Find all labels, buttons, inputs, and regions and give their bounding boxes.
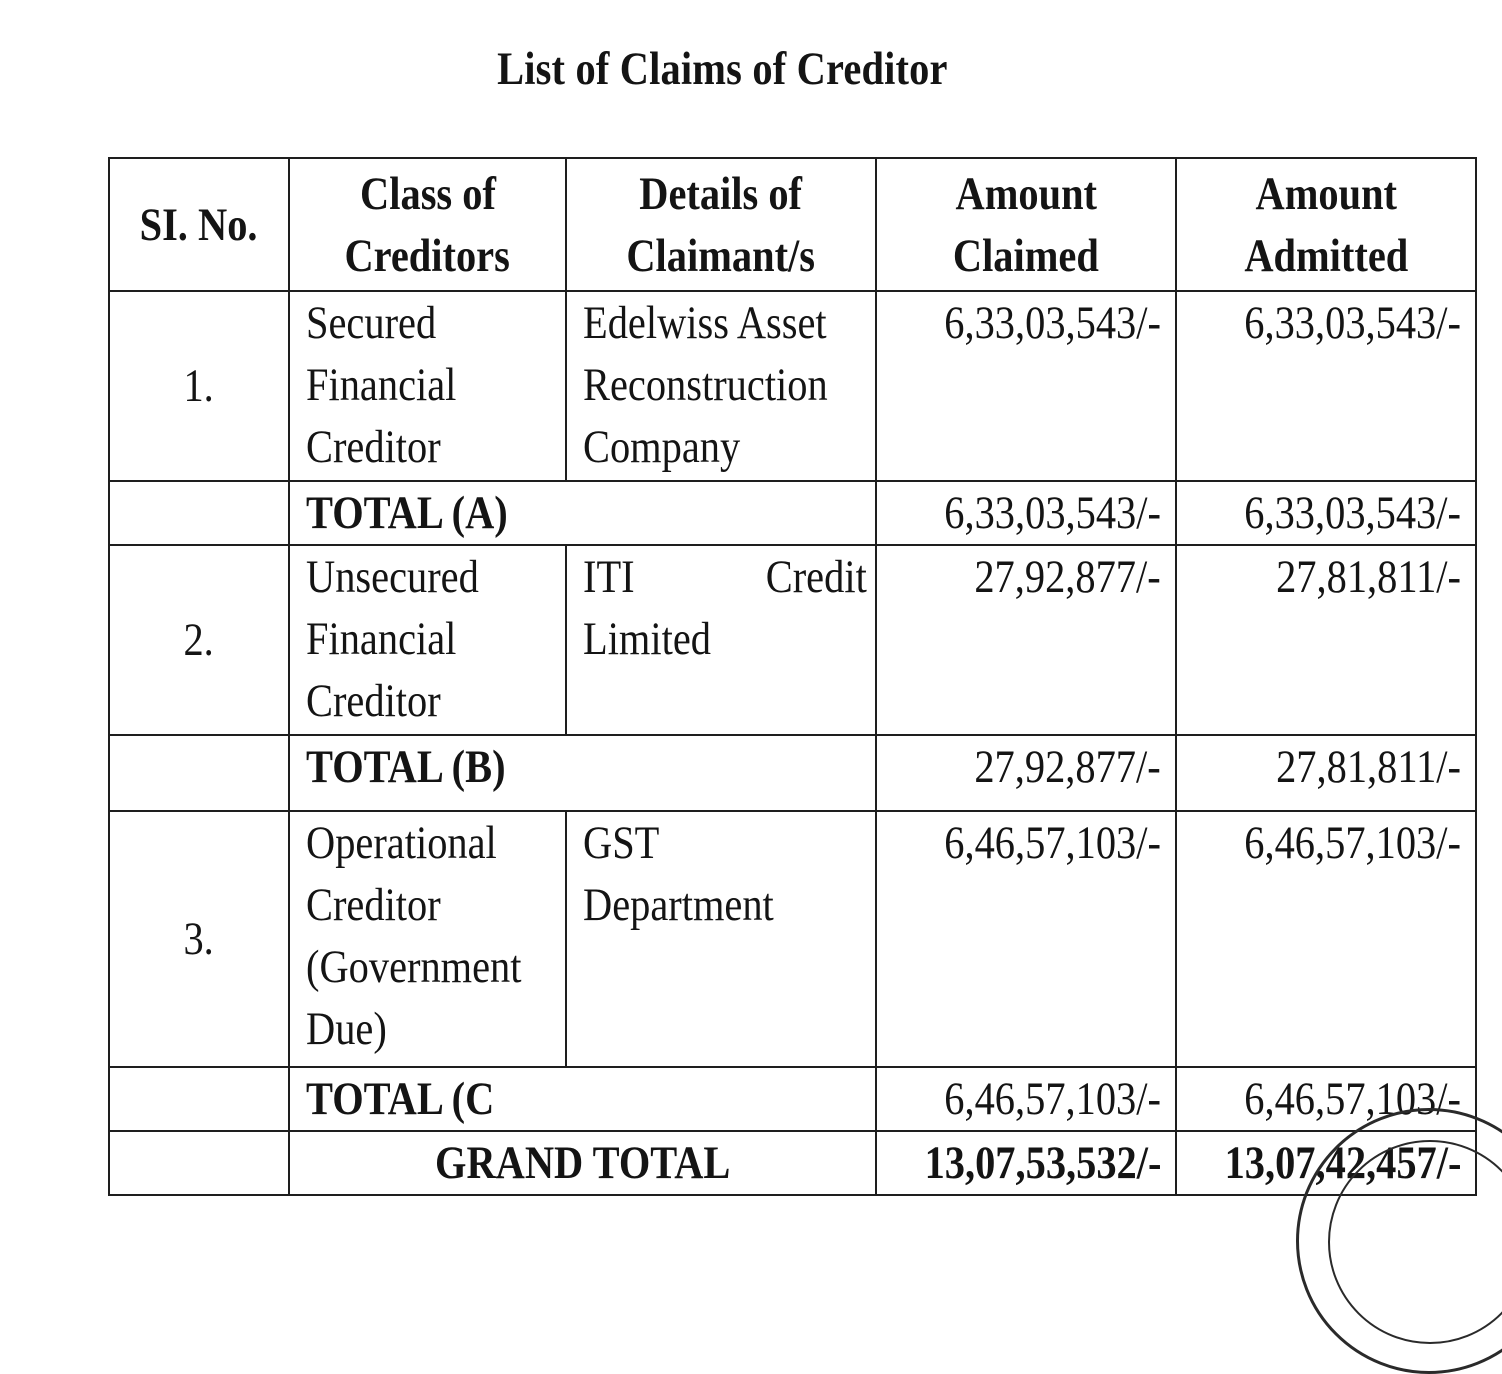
sl-no-cell: 1. [109,291,289,481]
header-details-of-claimants: Details of Claimant/s [566,158,876,291]
subtotal-row [109,735,1476,811]
grand-total-admitted: 13,07,42,457/- [1176,1131,1476,1195]
amount-admitted-cell: 6,46,57,103/- [1176,811,1476,1067]
class-of-creditor-cell: Secured Financial Creditor [289,291,566,481]
grand-total-label: GRAND TOTAL [289,1131,876,1195]
claimant-details-cell: ITI Credit Limited [566,545,876,735]
table-header-row [109,158,1476,291]
subtotal-claimed: 27,92,877/- [876,735,1176,811]
empty-cell [109,1131,289,1195]
amount-admitted-cell: 6,33,03,543/- [1176,291,1476,481]
subtotal-label: TOTAL (C [289,1067,876,1131]
claims-table [108,157,1477,1196]
sl-no-cell: 2. [109,545,289,735]
subtotal-admitted: 6,33,03,543/- [1176,481,1476,545]
grand-total-claimed: 13,07,53,532/- [876,1131,1176,1195]
subtotal-claimed: 6,33,03,543/- [876,481,1176,545]
subtotal-label: TOTAL (B) [289,735,876,811]
subtotal-admitted: 27,81,811/- [1176,735,1476,811]
header-class-of-creditors: Class of Creditors [289,158,566,291]
table-row [109,545,1476,735]
subtotal-label: TOTAL (A) [289,481,876,545]
subtotal-row [109,481,1476,545]
amount-claimed-cell: 6,33,03,543/- [876,291,1176,481]
table-row [109,811,1476,1067]
header-sl-no: SI. No. [109,158,289,291]
table-row [109,291,1476,481]
subtotal-claimed: 6,46,57,103/- [876,1067,1176,1131]
sl-no-cell: 3. [109,811,289,1067]
header-amount-admitted: Amount Admitted [1176,158,1476,291]
empty-cell [109,481,289,545]
empty-cell [109,1067,289,1131]
class-of-creditor-cell: Operational Creditor (Government Due) [289,811,566,1067]
subtotal-admitted: 6,46,57,103/- [1176,1067,1476,1131]
class-of-creditor-cell: Unsecured Financial Creditor [289,545,566,735]
claimant-details-cell: Edelwiss Asset Reconstruction Company [566,291,876,481]
subtotal-row [109,1067,1476,1131]
claimant-details-cell: GST Department [566,811,876,1067]
amount-claimed-cell: 27,92,877/- [876,545,1176,735]
page-title: List of Claims of Creditor [497,43,948,95]
header-amount-claimed: Amount Claimed [876,158,1176,291]
amount-admitted-cell: 27,81,811/- [1176,545,1476,735]
amount-claimed-cell: 6,46,57,103/- [876,811,1176,1067]
grand-total-row [109,1131,1476,1195]
empty-cell [109,735,289,811]
